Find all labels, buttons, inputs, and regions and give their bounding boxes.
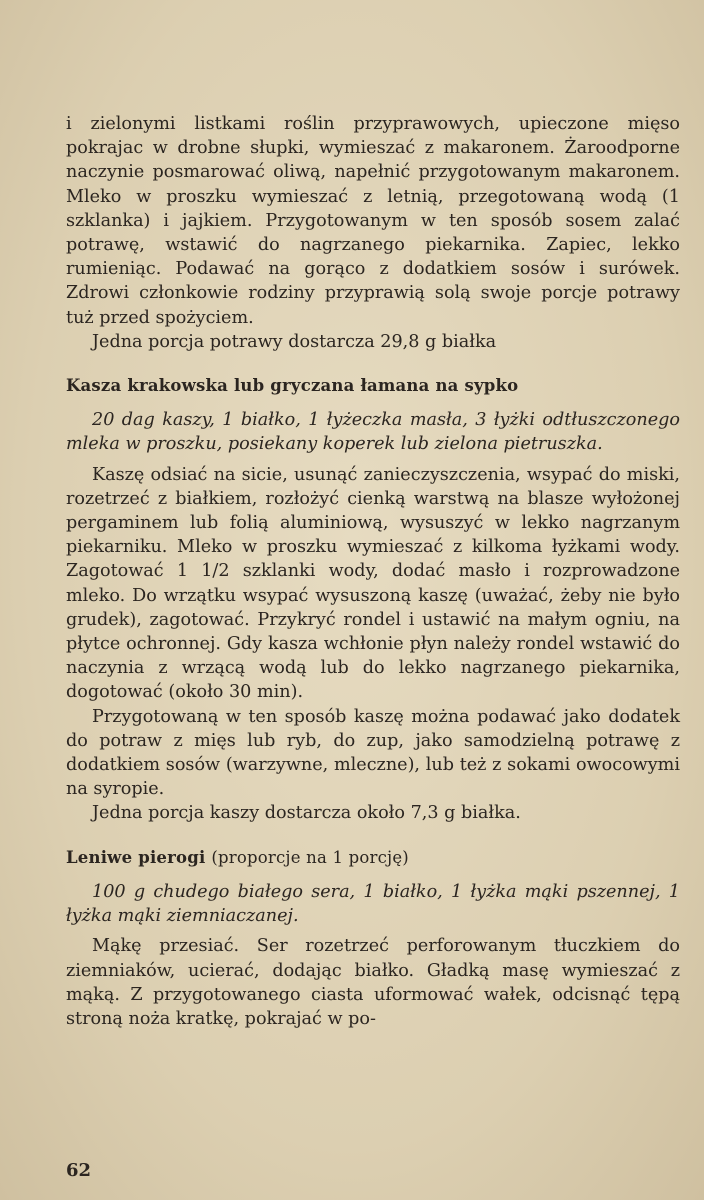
protein-kasza: Jedna porcja kaszy dostarcza około 7,3 g białka. (92, 803, 521, 824)
ingredients-pierogi: 100 g chudego białego sera, 1 białko, 1 łyżka mąki pszennej, 1 łyżka mąki ziemniaczanej. (66, 881, 680, 927)
intro-protein-line: Jedna porcja potrawy dostarcza 29,8 g białka (92, 331, 497, 352)
ingredients-kasza: 20 dag kaszy, 1 białko, 1 łyżeczka masła, 3 łyżki odtłuszczonego mleka w proszku, posiekany koperek lub zielona pietruszka. (66, 410, 680, 455)
page-text (66, 112, 680, 1031)
steps-kasza-2: Przygotowaną w ten sposób kaszę można podawać jako dodatek do potraw z mięs lub ryb, do zup, jako samodzielną potrawę z dodatkiem sosów (warzywne, mleczne), lub też z sokami owocowymi na syropie. (66, 706, 680, 800)
page-number: 62 (66, 1160, 92, 1181)
recipe-title-pierogi-text: Leniwe pierogi (66, 847, 206, 867)
recipe-title-pierogi (66, 846, 680, 870)
steps-pierogi-1: Mąkę przesiać. Ser rozetrzeć perforowanym tłuczkiem do ziemniaków, ucierać, dodając białko. Gładką masę wymieszać z mąką. Z przygotowanego ciasta uformować wałek, odcisnąć tępą stroną noża kratkę, pokrajać w po- (66, 936, 680, 1029)
steps-kasza-1: Kaszę odsiać na sicie, usunąć zanieczyszczenia, wsypać do miski, rozetrzeć z białkiem, rozłożyć cienką warstwą na blasze wyłożonej pergaminem lub folią aluminiową, wysuszyć w lekko nagrzanym piekarniku. Mleko w proszku wymieszać z kilkoma łyżkami wody. Zagotować 1 1/2 szklanki wody, dodać masło i rozprowadzone mleko. Do wrzątku wsypać wysuszoną kaszę (uważać, żeby nie było grudek), zagotować. Przykryć rondel i ustawić na małym ogniu, na płytce ochronnej. Gdy kasza wchłonie płyn należy rondel wstawić do naczynia z wrzącą wodą lub do lekko nagrzanego piekarnika, dogotować (około 30 min). (66, 464, 680, 703)
recipe-title-kasza: Kasza krakowska lub gryczana łamana na sypko (66, 376, 519, 396)
intro-paragraph: i zielonymi listkami roślin przyprawowych, upieczone mięso pokrajac w drobne słupki, wymieszać z makaronem. Żaroodporne naczynie posmarować oliwą, napełnić przygotowanym makaronem. Mleko w proszku wymieszać z letnią, przegotowaną wodą (1 szklanka) i jajkiem. Przygotowanym w ten sposób sosem zalać potrawę, wstawić do nagrzanego piekarnika. Zapiec, lekko rumieniąc. Podawać na gorąco z dodatkiem sosów i surówek. Zdrowi członkowie rodziny przyprawią solą swoje porcje potrawy tuż przed spożyciem. (66, 114, 680, 328)
recipe-title-pierogi-note: (proporcje na 1 porcję) (211, 847, 409, 867)
